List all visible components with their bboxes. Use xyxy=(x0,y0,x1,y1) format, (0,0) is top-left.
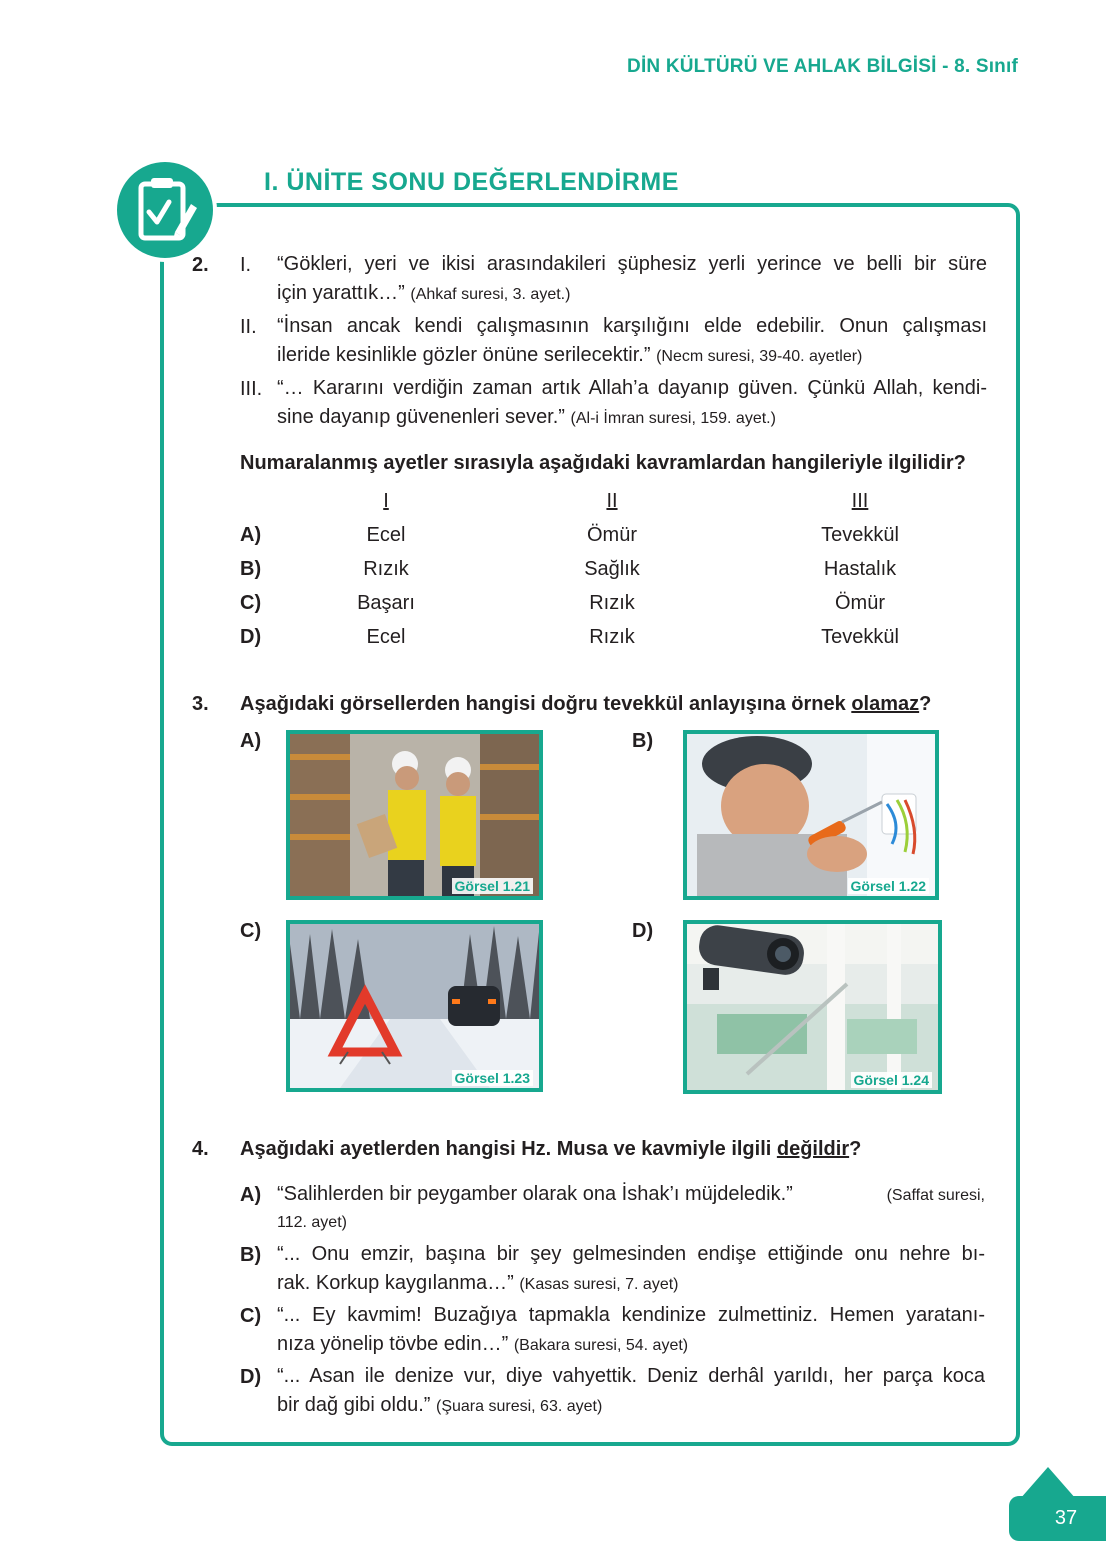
q2-item-2-line2: ileride kesinlikle gözler önüne serilecektir.” (Necm suresi, 39-40. ayetler) xyxy=(277,344,863,366)
security-camera-illustration xyxy=(687,924,938,1090)
q2-item-1-roman: I. xyxy=(240,254,252,276)
q2-option-d-value: Ecel xyxy=(366,626,406,648)
q2-item-1-line1: “Gökleri, yeri ve ikisi arasındakileri şüphesiz yerli yerince ve belli bir süre xyxy=(277,253,987,275)
q4-option-c-label[interactable]: C) xyxy=(240,1305,262,1327)
q2-option-a-value: Tevekkül xyxy=(821,524,899,546)
q2-item-1-cite: (Ahkaf suresi, 3. ayet.) xyxy=(410,286,571,303)
q2-stem: Numaralanmış ayetler sırasıyla aşağıdaki kavramlardan hangileriyle ilgilidir? xyxy=(240,452,966,474)
page-number: 37 xyxy=(1054,1507,1078,1529)
q2-option-b-value: Rızık xyxy=(363,558,409,580)
q3-stem: Aşağıdaki görsellerden hangisi doğru tevekkül anlayışına örnek olamaz? xyxy=(240,693,932,715)
q4-option-c-line1: “... Ey kavmim! Buzağıya tapmakla kendinize zulmettiniz. Hemen yaratanı- xyxy=(277,1304,985,1326)
q4-option-a-line2: 112. ayet) xyxy=(277,1214,347,1231)
q3-option-a-caption: Görsel 1.21 xyxy=(452,878,534,894)
question-4-number: 4. xyxy=(192,1138,209,1160)
q2-col-header-2: II xyxy=(606,490,618,512)
question-2-number: 2. xyxy=(192,254,209,276)
q4-option-c-line2: nıza yönelip tövbe edin…” (Bakara suresi, 54. ayet) xyxy=(277,1333,689,1355)
question-3-number: 3. xyxy=(192,693,209,715)
q4-option-d-line1: “... Asan ile denize vur, diye vahyettik. Deniz derhâl yarıldı, her parça koca xyxy=(277,1365,985,1387)
q2-item-3-cite: (Al-i İmran suresi, 159. ayet.) xyxy=(570,410,776,427)
q3-option-d-label[interactable]: D) xyxy=(632,920,654,942)
warehouse-workers-illustration xyxy=(290,734,539,896)
q4-option-b-line1: “... Onu emzir, başına bir şey gelmesinden endişe ettiğinde onu nehre bı- xyxy=(277,1243,985,1265)
clipboard-check-icon xyxy=(117,162,213,258)
q4-option-a-line1: “Salihlerden bir peygamber olarak ona İshak’ı müjdeledik.” (Saffat suresi, xyxy=(277,1183,985,1205)
q3-option-b-caption: Görsel 1.22 xyxy=(848,878,930,894)
q3-option-b-label[interactable]: B) xyxy=(632,730,654,752)
page-header: DİN KÜLTÜRÜ VE AHLAK BİLGİSİ - 8. Sınıf xyxy=(627,56,1018,77)
q2-option-c-label[interactable]: C) xyxy=(240,592,262,614)
q2-option-c-value: Rızık xyxy=(589,592,635,614)
unit-badge xyxy=(113,158,217,262)
q4-option-d-line2: bir dağ gibi oldu.” (Şuara suresi, 63. ayet) xyxy=(277,1394,603,1416)
q2-option-b-value: Sağlık xyxy=(584,558,640,580)
q2-option-a-value: Ecel xyxy=(366,524,406,546)
q3-option-c-label[interactable]: C) xyxy=(240,920,262,942)
q2-option-b-label[interactable]: B) xyxy=(240,558,262,580)
unit-title: I. ÜNİTE SONU DEĞERLENDİRME xyxy=(264,168,679,196)
q2-option-c-value: Ömür xyxy=(835,592,885,614)
q3-option-c-caption: Görsel 1.23 xyxy=(452,1070,534,1086)
q3-option-a-image[interactable] xyxy=(286,730,543,900)
q3-option-d-image[interactable] xyxy=(683,920,942,1094)
q2-option-c-value: Başarı xyxy=(357,592,415,614)
q3-option-d-caption: Görsel 1.24 xyxy=(851,1072,933,1088)
q2-option-a-label[interactable]: A) xyxy=(240,524,262,546)
q2-option-a-value: Ömür xyxy=(587,524,637,546)
q2-item-1-line2: için yarattık…” (Ahkaf suresi, 3. ayet.) xyxy=(277,282,571,304)
q2-option-d-value: Tevekkül xyxy=(821,626,899,648)
q4-stem: Aşağıdaki ayetlerden hangisi Hz. Musa ve kavmiyle ilgili değildir? xyxy=(240,1138,862,1160)
q2-col-header-3: III xyxy=(851,490,869,512)
q2-option-b-value: Hastalık xyxy=(823,558,897,580)
snowy-road-warning-illustration xyxy=(290,924,539,1088)
q2-item-3-line1: “… Kararını verdiğin zaman artık Allah’a dayanıp güven. Çünkü Allah, kendi- xyxy=(277,377,987,399)
q4-option-b-line2: rak. Korkup kaygılanma…” (Kasas suresi, 7. ayet) xyxy=(277,1272,679,1294)
electrician-illustration xyxy=(687,734,935,896)
q4-option-b-label[interactable]: B) xyxy=(240,1244,262,1266)
q2-col-header-1: I xyxy=(383,490,389,512)
q3-option-c-image[interactable] xyxy=(286,920,543,1092)
q2-item-3-line2: sine dayanıp güvenenleri sever.” (Al-i İmran suresi, 159. ayet.) xyxy=(277,406,776,428)
q3-option-b-image[interactable] xyxy=(683,730,939,900)
q2-item-2-roman: II. xyxy=(240,316,257,338)
q4-option-d-label[interactable]: D) xyxy=(240,1366,262,1388)
q2-item-2-line1: “İnsan ancak kendi çalışmasının karşılığını elde edebilir. Onun çalışması xyxy=(277,315,987,337)
q2-option-d-label[interactable]: D) xyxy=(240,626,262,648)
q2-item-2-cite: (Necm suresi, 39-40. ayetler) xyxy=(656,348,863,365)
q2-option-d-value: Rızık xyxy=(589,626,635,648)
page-tab-arrow xyxy=(1020,1467,1076,1499)
q3-option-a-label[interactable]: A) xyxy=(240,730,262,752)
q4-option-a-label[interactable]: A) xyxy=(240,1184,262,1206)
q2-item-3-roman: III. xyxy=(240,378,263,400)
